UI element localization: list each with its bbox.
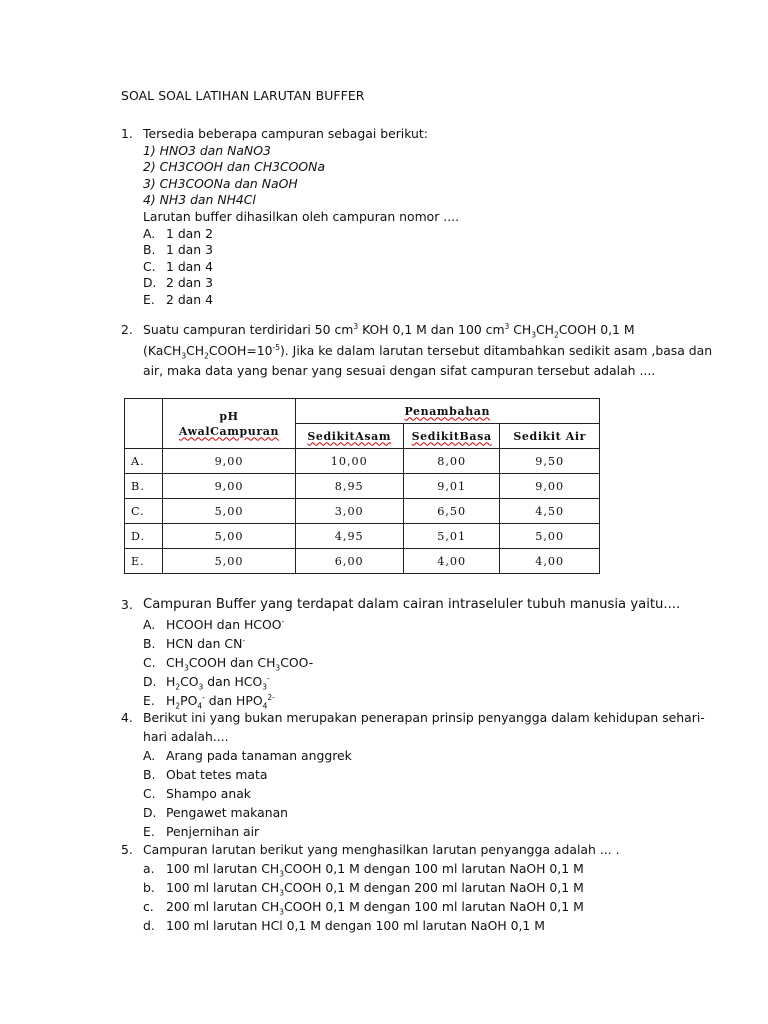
list-item: 3) CH3COONa dan NaOH <box>143 175 298 191</box>
table-row: E. 5,00 6,00 4,00 4,00 <box>125 549 600 574</box>
table-row: B. 9,00 8,95 9,01 9,00 <box>125 474 600 499</box>
header-penambahan: Penambahan <box>295 399 599 424</box>
question-text: Larutan buffer dihasilkan oleh campuran nomor .... <box>143 208 460 224</box>
question-text-line: Suatu campuran terdiridari 50 $cm^3$ KOH 0,1 M dan 100 $cm^3$ $CH_3CH_2COOH$ 0,1 M <box>143 321 635 340</box>
answer-option: b. 100 ml larutan $CH_3COOH$ 0,1 M dengan 200 ml larutan NaOH 0,1 M <box>143 880 584 898</box>
question-number: 3. <box>121 597 133 612</box>
answer-option: A. Arang pada tanaman anggrek <box>143 748 352 763</box>
answer-option: C. $CH_3COOH$ dan $CH_3COO-$ <box>143 655 314 673</box>
page-title: SOAL SOAL LATIHAN LARUTAN BUFFER <box>121 88 365 103</box>
answer-option: E. $H_2PO_4^-$ dan $HPO_4^{2-}$ <box>143 692 275 711</box>
question-intro: Tersedia beberapa campuran sebagai berikut: <box>143 126 428 141</box>
list-item: 1) HNO3 dan NaNO3 <box>143 142 271 158</box>
table-corner <box>125 399 163 449</box>
list-item: 4) NH3 dan NH4Cl <box>143 192 256 208</box>
answer-option: D. Pengawet makanan <box>143 805 289 820</box>
question-text-line: air, maka data yang benar yang sesuai dengan sifat campuran tersebut adalah .... <box>143 363 656 378</box>
question-text: Campuran larutan berikut yang menghasilkan larutan penyangga adalah ... . <box>143 842 620 857</box>
answer-option: C. Shampo anak <box>143 786 251 801</box>
question-text-line: Berikut ini yang bukan merupakan penerapan prinsip penyangga dalam kehidupan sehari- <box>143 710 705 725</box>
table-row: D. 5,00 4,95 5,01 5,00 <box>125 524 600 549</box>
question-text-line: hari adalah.... <box>143 729 229 744</box>
answer-option: E. Penjernihan air <box>143 824 260 839</box>
answer-option: d. 100 ml larutan HCl 0,1 M dengan 100 ml larutan NaOH 0,1 M <box>143 918 545 933</box>
question-number: 5. <box>121 842 133 857</box>
question-number: 2. <box>121 322 133 337</box>
list-item: 2) CH3COOH dan CH3COONa <box>143 159 326 175</box>
answer-option: c. 200 ml larutan $CH_3COOH$ 0,1 M dengan 100 ml larutan NaOH 0,1 M <box>143 899 584 917</box>
answer-option: B. Obat tetes mata <box>143 767 268 782</box>
answer-option: C. 1 dan 4 <box>143 258 213 274</box>
answer-option: D. 2 dan 3 <box>143 275 213 291</box>
header-sedikit-air: Sedikit Air <box>500 424 600 449</box>
header-ph-awal: pH AwalCampuran <box>163 399 295 449</box>
answer-option: B. 1 dan 3 <box>143 242 213 258</box>
question-number: 4. <box>121 710 133 725</box>
table-row: A. 9,00 10,00 8,00 9,50 <box>125 449 600 474</box>
answer-option: E. 2 dan 4 <box>143 291 213 307</box>
answer-option: D. $H_2CO_3$ dan $HCO_3^-$ <box>143 673 270 692</box>
table-row: C. 5,00 3,00 6,50 4,50 <box>125 499 600 524</box>
answer-option: A. 1 dan 2 <box>143 225 213 241</box>
answer-option: a. 100 ml larutan $CH_3COOH$ 0,1 M dengan 100 ml larutan NaOH 0,1 M <box>143 861 584 879</box>
answer-option: A. HCOOH dan HCOO- <box>143 616 285 632</box>
answer-option: B. HCN dan CN- <box>143 635 246 651</box>
header-sedikit-basa: SedikitBasa <box>403 424 500 449</box>
ph-data-table <box>124 398 600 574</box>
header-sedikit-asam: SedikitAsam <box>295 424 403 449</box>
question-number: 1. <box>121 126 133 141</box>
question-text-line: $(KaCH_3CH_2COOH=10^{-5})$. Jika ke dalam larutan tersebut ditambahkan sedikit asam ,basa dan <box>143 342 713 360</box>
question-text: Campuran Buffer yang terdapat dalam cairan intraseluler tubuh manusia yaitu.... <box>143 597 681 612</box>
